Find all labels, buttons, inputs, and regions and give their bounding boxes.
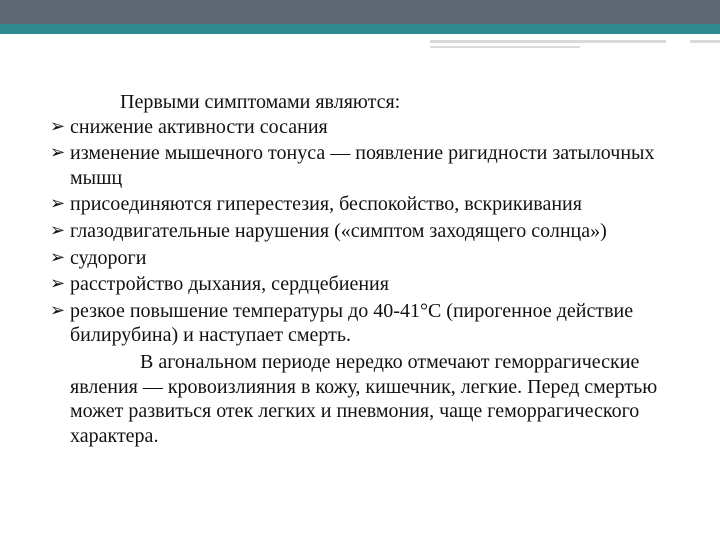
list-item [50, 141, 670, 190]
list-item [50, 219, 670, 244]
decorative-line [690, 40, 720, 43]
arrowhead-bullet-icon: ➢ [50, 299, 66, 321]
list-item [50, 246, 670, 271]
list-item-text: судороги [70, 246, 147, 269]
closing-paragraph: В агональном периоде нередко отмечают геморрагические явления — кровоизлияния в кожу, кишечник, легкие. Перед смертью может развиться отек легких и пневмония, чаще геморрагического характера. [70, 350, 658, 447]
list-item-text: изменение мышечного тонуса — появление ригидности затылочных мышц [70, 142, 655, 189]
list-item [50, 272, 670, 297]
header-bar [0, 0, 720, 24]
arrowhead-bullet-icon: ➢ [50, 246, 66, 268]
arrowhead-bullet-icon: ➢ [50, 219, 66, 241]
arrowhead-bullet-icon: ➢ [50, 142, 66, 164]
list-item-text: резкое повышение температуры до 40-41°С (пирогенное действие билирубина) и наступает смерть. [70, 299, 634, 347]
header-accent-stripe [0, 24, 720, 34]
decorative-line [430, 40, 666, 43]
list-item-text: расстройство дыхания, сердцебиения [70, 273, 389, 296]
arrowhead-bullet-icon: ➢ [50, 193, 66, 215]
arrowhead-bullet-icon: ➢ [50, 115, 66, 137]
decorative-line [430, 46, 580, 48]
arrowhead-bullet-icon: ➢ [50, 273, 66, 295]
slide-content [50, 90, 670, 448]
list-item [50, 299, 670, 348]
list-item-text: присоединяются гиперестезия, беспокойство, вскрикивания [70, 193, 582, 216]
list-item [50, 192, 670, 217]
list-item-text: глазодвигательные нарушения («симптом заходящего солнца») [70, 219, 607, 242]
list-item [50, 115, 670, 140]
list-item-text: снижение активности сосания [70, 115, 328, 138]
intro-text: Первыми симптомами являются: [120, 91, 401, 113]
